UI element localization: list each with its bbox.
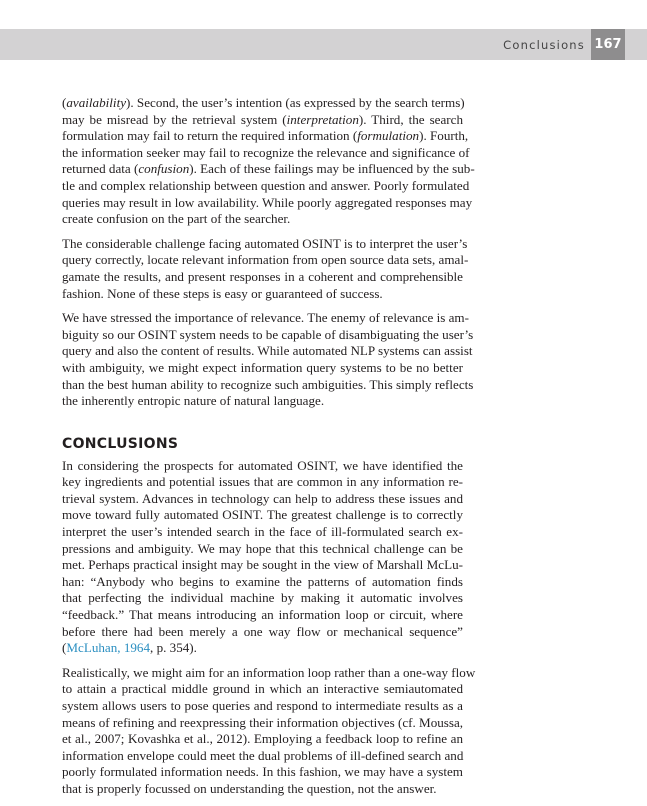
text-run: han: “Anybody who begins to examine the patterns of automation finds xyxy=(62,573,463,589)
text-line xyxy=(62,681,463,698)
paragraph xyxy=(62,235,469,302)
italic-term: formulation xyxy=(357,128,420,144)
italic-term: availability xyxy=(66,95,127,110)
page-number: 167 xyxy=(591,29,625,60)
text-line xyxy=(62,748,463,765)
text-run: poorly formulated information needs. In this fashion, we may have a system xyxy=(62,764,463,780)
text-line xyxy=(62,252,469,269)
text-line xyxy=(62,269,463,286)
text-run: trieval system. Advances in technology can help to address these issues and xyxy=(62,490,463,506)
text-run: information envelope could meet the dual problems of ill-defined search and xyxy=(62,747,464,763)
text-line xyxy=(62,698,463,715)
text-line xyxy=(62,491,463,508)
text-line xyxy=(62,624,463,641)
text-line xyxy=(62,144,470,162)
paragraph xyxy=(62,664,476,798)
text-line xyxy=(62,128,469,145)
text-line xyxy=(62,664,476,682)
text-line xyxy=(62,326,474,344)
text-line xyxy=(62,574,463,591)
text-line xyxy=(62,524,463,541)
text-line xyxy=(62,590,463,607)
text-run: ( xyxy=(62,95,67,110)
text-line xyxy=(62,393,463,410)
text-run: the inherently entropic nature of natural language. xyxy=(62,393,325,409)
running-header xyxy=(0,29,647,60)
italic-term: interpretation xyxy=(286,111,359,127)
text-run: than the best human ability to recognize such ambiguities. This simply reflects xyxy=(62,376,474,392)
text-run: queries may result in low availability. While poorly aggregated responses may xyxy=(62,194,473,210)
citation-link[interactable]: McLuhan, 1964 xyxy=(66,640,151,656)
text-run: to attain a practical middle ground in which an interactive semiautomated xyxy=(62,681,463,697)
text-line xyxy=(62,507,463,524)
text-line xyxy=(62,541,463,558)
text-run: returned data ( xyxy=(62,161,139,177)
text-run: system allows users to pose queries and respond to intermediate results as a xyxy=(62,698,463,713)
running-title: Conclusions xyxy=(503,38,585,52)
text-run: create confusion on the part of the searcher. xyxy=(62,211,291,227)
text-line xyxy=(62,474,463,491)
text-line xyxy=(62,235,468,253)
paragraphs-before xyxy=(62,95,475,410)
text-run: ). Fourth, xyxy=(419,128,469,144)
text-run: that perfecting the individual machine by making it automatic involves xyxy=(62,590,463,606)
text-line xyxy=(62,458,463,475)
paragraph xyxy=(62,458,463,657)
text-run: query and also the content of results. While automated NLP systems can assist xyxy=(62,343,473,359)
paragraph xyxy=(62,310,474,410)
page-body xyxy=(62,95,476,806)
text-run: move toward fully automated OSINT. The greatest challenge is to correctly xyxy=(62,507,463,523)
text-run: ( xyxy=(62,640,67,656)
text-run: interpret the user’s intended search in the face of ill-formulated search ex- xyxy=(62,524,463,540)
text-run: ). Each of these failings may be influenced by the sub- xyxy=(189,161,475,177)
text-run: ). Third, the search xyxy=(358,111,464,127)
text-line xyxy=(62,286,463,303)
text-run: tle and complex relationship between question and answer. Poorly formulated xyxy=(62,177,470,193)
text-run: formulation may fail to return the required information ( xyxy=(62,128,358,144)
text-run: Realistically, we might aim for an information loop rather than a one-way flow xyxy=(62,664,476,680)
text-line xyxy=(62,360,463,377)
text-run: gamate the results, and present responses in a coherent and comprehensible xyxy=(62,268,463,284)
paragraphs-after xyxy=(62,457,476,798)
text-line xyxy=(62,607,463,624)
text-run: We have stressed the importance of relevance. The enemy of relevance is am- xyxy=(62,310,469,326)
text-line xyxy=(62,95,463,112)
text-run: et al., 2007; Kovashka et al., 2012). Employing a feedback loop to refine an xyxy=(62,731,463,747)
text-line xyxy=(62,211,463,228)
text-run: In considering the prospects for automated OSINT, we have identified the xyxy=(62,457,463,473)
text-run: may be misread by the retrieval system ( xyxy=(62,111,287,127)
text-run: with ambiguity, we might expect information query systems to be no better xyxy=(62,359,463,375)
text-line xyxy=(62,112,463,129)
text-line xyxy=(62,343,473,360)
section-heading: CONCLUSIONS xyxy=(62,435,179,452)
text-line xyxy=(62,177,470,195)
text-line xyxy=(62,161,475,178)
text-run: the information seeker may fail to recognize the relevance and significance of xyxy=(62,144,470,160)
italic-term: confusion xyxy=(138,161,190,177)
text-line xyxy=(62,557,463,574)
text-run: “feedback.” That means introducing an information loop or circuit, where xyxy=(62,607,463,623)
text-line xyxy=(62,781,463,798)
text-run: ). Second, the user’s intention (as expressed by the search terms) xyxy=(126,95,465,110)
text-run: means of refining and reexpressing their information objectives (cf. Moussa, xyxy=(62,714,464,730)
text-line xyxy=(62,731,463,748)
text-line xyxy=(62,194,473,212)
text-run: biguity so our OSINT system needs to be capable of disambiguating the user’s xyxy=(62,326,474,342)
text-line xyxy=(62,764,463,781)
paragraph xyxy=(62,95,475,228)
text-line xyxy=(62,310,469,327)
text-run: fashion. None of these steps is easy or guaranteed of success. xyxy=(62,285,383,301)
text-run: before there had been merely a one way flow or mechanical sequence” xyxy=(62,623,463,639)
text-run: query correctly, locate relevant information from open source data sets, amal- xyxy=(62,252,469,268)
text-line xyxy=(62,715,463,732)
text-line xyxy=(62,640,463,657)
text-run: The considerable challenge facing automated OSINT is to interpret the user’s xyxy=(62,235,468,251)
text-run: key ingredients and potential issues that are common in any information re- xyxy=(62,474,463,490)
text-run: pressions and ambiguity. We may hope that this technical challenge can be xyxy=(62,540,463,556)
text-run: , p. 354). xyxy=(150,640,197,656)
text-line xyxy=(62,376,474,394)
text-run: that is properly focussed on understanding the question, not the answer. xyxy=(62,780,437,796)
text-run: met. Perhaps practical insight may be sought in the view of Marshall McLu- xyxy=(62,557,463,573)
